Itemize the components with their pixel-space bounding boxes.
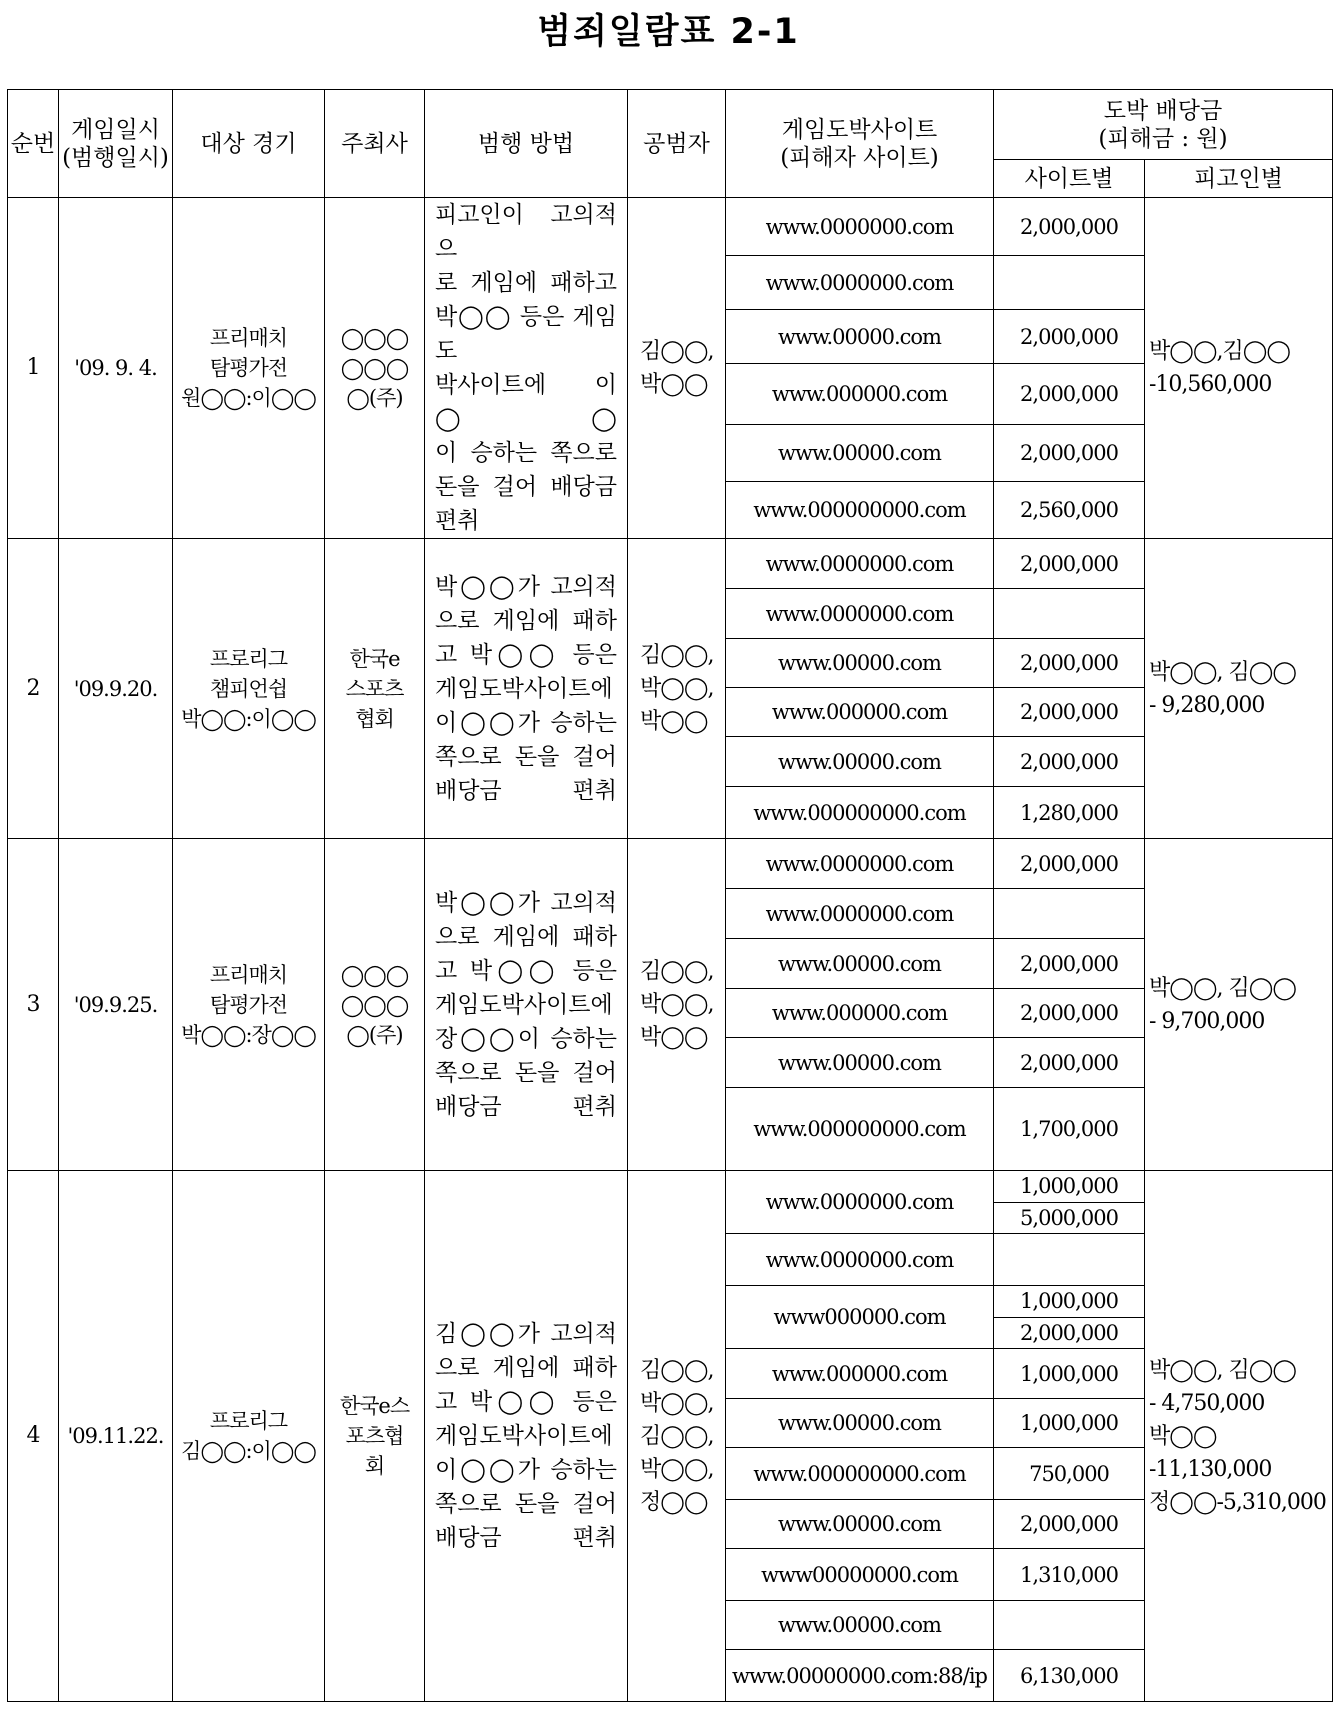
header-by-site: 사이트별 [994,160,1145,198]
method-line: 으로 게임에 패하 [435,1355,617,1381]
header-method: 범행 방법 [425,90,628,198]
accomplice-line: 김◯◯, [640,959,714,984]
site-amount: 2,000,000 [994,737,1145,787]
site-url: www.0000000.com [726,256,994,310]
crime-list-table [7,89,1333,1702]
case-no: 4 [8,1171,59,1702]
match-line: 원◯◯:이◯◯ [181,386,316,410]
case-defendant-amount [1145,539,1333,839]
header-no: 순번 [8,90,59,198]
site-amount [994,1601,1145,1650]
method-line: 고 박◯◯ 등은 [435,1389,617,1415]
site-url: www.00000.com [726,1601,994,1650]
case-accomplices [628,539,726,839]
method-line: 쪽으로 돈을 걸어 [435,743,617,770]
site-url: www.0000000.com [726,539,994,589]
site-url: www.000000000.com [726,481,994,538]
organizer-line: ◯◯◯ [340,962,409,987]
accomplice-line: 김◯◯, [640,1357,714,1383]
method-line: 게임도박사이트에 [435,1423,613,1449]
header-match: 대상 경기 [173,90,325,198]
method-line: 이◯◯가 승하는 [435,709,617,736]
organizer-line: 협회 [355,706,394,731]
method-line: 배당금 편취 [435,777,617,804]
method-line: 박◯◯가 고의적 [435,573,617,600]
case-organizer [325,1171,425,1702]
method-line: 으로 게임에 패하 [435,923,617,950]
match-line: 프리매치 [209,962,288,987]
site-amount [994,589,1145,639]
method-line: 게임도박사이트에 [435,675,613,702]
site-amount: 2,000,000 [994,688,1145,737]
case-no: 1 [8,198,59,539]
site-url: www.00000.com [726,424,994,481]
case-match [173,539,325,839]
site-amount: 750,000 [994,1448,1145,1500]
accomplice-line: 김◯◯, [640,1423,714,1449]
organizer-line: ◯◯◯ [340,992,409,1017]
defendant-line: - 9,700,000 [1149,1008,1265,1034]
site-url: www.00000.com [726,737,994,787]
site-amount: 6,130,000 [994,1650,1145,1702]
site-url: www.0000000.com [726,839,994,889]
site-amount: 2,000,000 [994,198,1145,256]
site-url: www.00000.com [726,310,994,364]
method-line: 로 게임에 패하고 [435,270,617,296]
organizer-line: ◯◯◯ [340,356,409,380]
match-line: 프리매치 [209,326,288,350]
site-amount [994,889,1145,939]
header-organizer: 주최사 [325,90,425,198]
case-method [425,539,628,839]
defendant-line: - 9,280,000 [1149,692,1265,718]
organizer-line: 스포츠 [345,676,404,701]
header-dividend: 도박 배당금 (피해금 : 원) [994,90,1333,160]
site-amount: 2,560,000 [994,481,1145,538]
match-line: 박◯◯:장◯◯ [181,1022,316,1047]
site-amount: 2,000,000 [994,939,1145,989]
case-match [173,839,325,1171]
site-amount [994,1286,1145,1349]
amount-part: 1,000,000 [1020,1289,1118,1314]
site-amount: 2,000,000 [994,539,1145,589]
method-line: 배당금 편취 [435,1525,617,1551]
method-line: 이◯◯가 승하는 [435,1457,617,1483]
method-line: 돈을 걸어 배당금 [435,474,617,500]
site-url: www.00000.com [726,1038,994,1088]
case-accomplices [628,1171,726,1702]
case-organizer [325,839,425,1171]
site-url: www.000000.com [726,364,994,424]
method-line: 피고인이 고의적으 [435,202,617,262]
match-line: 탐평가전 [209,356,288,380]
site-amount: 2,000,000 [994,989,1145,1038]
case-no: 3 [8,839,59,1171]
method-line: 게임도박사이트에 [435,991,613,1018]
accomplice-line: 김◯◯, [640,339,714,364]
site-url: www.000000.com [726,688,994,737]
case-match [173,1171,325,1702]
case-method [425,198,628,539]
defendant-line: 박◯◯, 김◯◯ [1149,1357,1296,1383]
defendant-line: 박◯◯ [1149,1423,1217,1449]
organizer-line: ◯(주) [346,386,403,410]
site-amount: 1,000,000 [994,1399,1145,1448]
defendant-line: 박◯◯, 김◯◯ [1149,659,1296,685]
method-line: 쪽으로 돈을 걸어 [435,1059,617,1086]
accomplice-line: 박◯◯, [640,1390,714,1416]
header-datetime: 게임일시 (범행일시) [59,90,173,198]
defendant-line: 정◯◯-5,310,000 [1149,1489,1326,1515]
site-amount: 1,000,000 [994,1349,1145,1399]
defendant-line: 박◯◯,김◯◯ [1149,339,1290,364]
accomplice-line: 박◯◯, [640,676,714,701]
method-line: 이 승하는 쪽으로 [435,440,617,466]
accomplice-line: 박◯◯, [640,1456,714,1482]
site-url: www.00000.com [726,639,994,688]
case-defendant-amount [1145,1171,1333,1702]
site-amount: 1,700,000 [994,1088,1145,1171]
site-amount: 1,280,000 [994,787,1145,839]
table-row [8,1171,1333,1234]
site-url: www.0000000.com [726,1234,994,1286]
method-line: 고 박◯◯ 등은 [435,641,617,668]
method-line: 고 박◯◯ 등은 [435,957,617,984]
organizer-line: ◯◯◯ [340,326,409,350]
accomplice-line: 김◯◯, [640,643,714,668]
site-amount: 2,000,000 [994,1500,1145,1549]
site-url: www.0000000.com [726,1171,994,1234]
accomplice-line: 박◯◯ [640,1025,708,1050]
organizer-line: 회 [364,1454,385,1478]
case-date: '09.9.25. [59,839,173,1171]
site-amount: 1,310,000 [994,1549,1145,1601]
case-method [425,839,628,1171]
site-url: www.0000000.com [726,198,994,256]
match-line: 챔피언쉽 [209,676,288,701]
site-url: www000000.com [726,1286,994,1349]
organizer-line: 한국e [349,646,400,671]
site-amount: 2,000,000 [994,639,1145,688]
defendant-line: 박◯◯, 김◯◯ [1149,975,1296,1001]
site-url: www.00000000.com:88/ip [726,1650,994,1702]
table-row [8,839,1333,889]
amount-part: 2,000,000 [994,1317,1144,1349]
accomplice-line: 박◯◯, [640,992,714,1017]
header-accomplice: 공범자 [628,90,726,198]
site-url: www.000000000.com [726,1448,994,1500]
case-method [425,1171,628,1702]
site-amount: 2,000,000 [994,424,1145,481]
amount-part: 5,000,000 [994,1202,1144,1234]
site-url: www.000000000.com [726,787,994,839]
method-line: 박사이트에 이◯◯ [435,372,617,432]
case-date: '09. 9. 4. [59,198,173,539]
accomplice-line: 박◯◯ [640,709,708,734]
method-line: 김◯◯가 고의적 [435,1321,617,1347]
site-url: www.000000000.com [726,1088,994,1171]
accomplice-line: 정◯◯ [640,1489,708,1515]
organizer-line: 포츠협 [345,1424,404,1448]
case-no: 2 [8,539,59,839]
match-line: 프로리그 [209,646,288,671]
header-by-defendant: 피고인별 [1145,160,1333,198]
case-defendant-amount [1145,839,1333,1171]
header-site: 게임도박사이트 (피해자 사이트) [726,90,994,198]
match-line: 박◯◯:이◯◯ [181,706,316,731]
case-organizer [325,539,425,839]
site-url: www.000000.com [726,1349,994,1399]
accomplice-line: 박◯◯ [640,372,708,397]
defendant-line: -11,130,000 [1149,1456,1272,1482]
site-amount [994,1234,1145,1286]
method-line: 편취 [435,508,480,534]
amount-part: 1,000,000 [1020,1174,1118,1199]
site-url: www.00000.com [726,1500,994,1549]
organizer-line: ◯(주) [346,1022,403,1047]
method-line: 배당금 편취 [435,1093,617,1120]
method-line: 으로 게임에 패하 [435,607,617,634]
match-line: 김◯◯:이◯◯ [181,1439,316,1463]
match-line: 프로리그 [209,1409,288,1433]
site-url: www.0000000.com [726,889,994,939]
table-row [8,198,1333,256]
method-line: 장◯◯이 승하는 [435,1025,617,1052]
defendant-line: - 4,750,000 [1149,1390,1265,1416]
site-url: www00000000.com [726,1549,994,1601]
method-line: 박◯◯가 고의적 [435,889,617,916]
site-amount: 2,000,000 [994,364,1145,424]
match-line: 탐평가전 [209,992,288,1017]
site-url: www.00000.com [726,939,994,989]
method-line: 박◯◯ 등은 게임도 [435,304,617,364]
case-date: '09.9.20. [59,539,173,839]
site-amount: 2,000,000 [994,310,1145,364]
case-accomplices [628,839,726,1171]
defendant-line: -10,560,000 [1149,372,1272,397]
table-row [8,539,1333,589]
case-accomplices [628,198,726,539]
site-amount: 2,000,000 [994,1038,1145,1088]
page-title: 범죄일람표 2-1 [537,12,800,52]
site-amount [994,256,1145,310]
site-url: www.000000.com [726,989,994,1038]
site-url: www.00000.com [726,1399,994,1448]
site-amount: 2,000,000 [994,839,1145,889]
case-match [173,198,325,539]
method-line: 쪽으로 돈을 걸어 [435,1491,617,1517]
case-date: '09.11.22. [59,1171,173,1702]
case-defendant-amount [1145,198,1333,539]
organizer-line: 한국e스 [339,1394,410,1418]
site-amount [994,1171,1145,1234]
site-url: www.0000000.com [726,589,994,639]
case-organizer [325,198,425,539]
